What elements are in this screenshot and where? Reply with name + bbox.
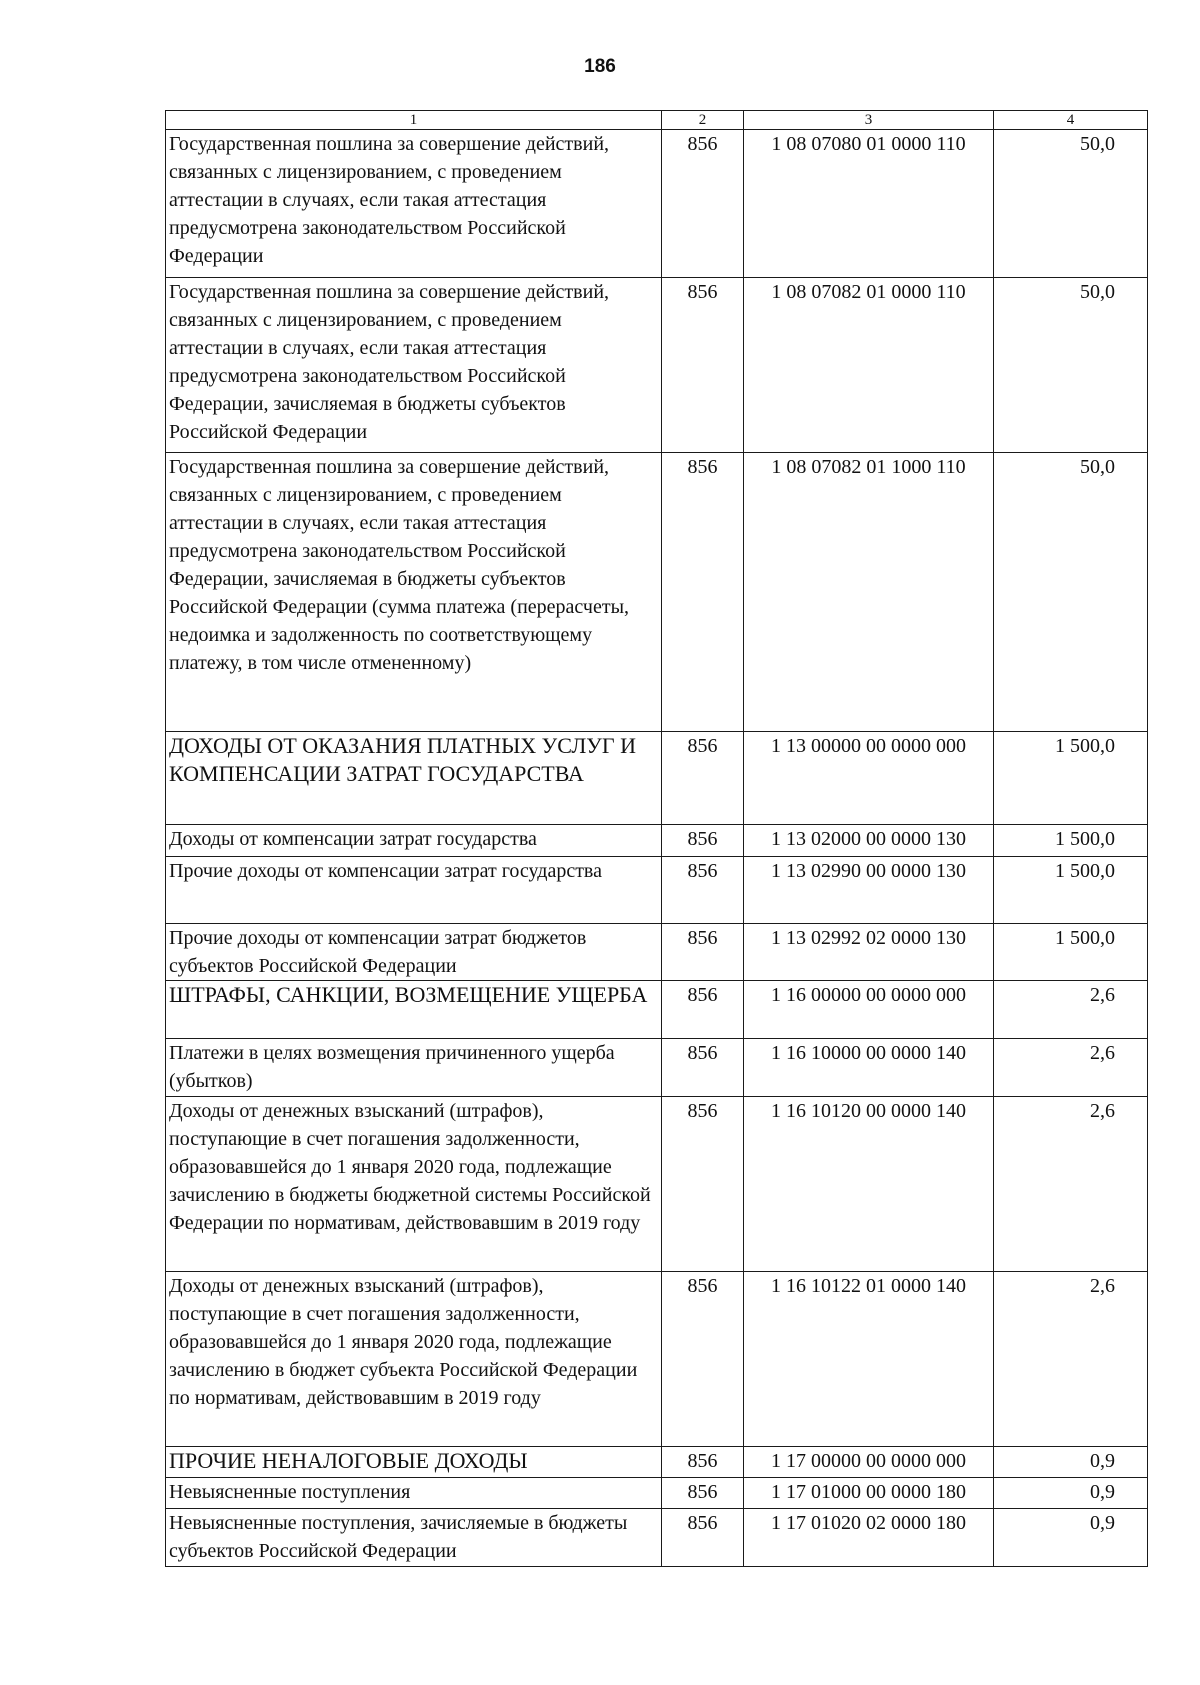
budget-classification-code-cell: 1 08 07080 01 0000 110	[744, 130, 994, 278]
budget-classification-code-cell: 1 16 10000 00 0000 140	[744, 1039, 994, 1097]
budget-classification-code-cell: 1 17 01020 02 0000 180	[744, 1509, 994, 1567]
admin-code-cell: 856	[662, 130, 744, 278]
table-row	[166, 1272, 1148, 1447]
table-row	[166, 278, 1148, 453]
admin-code-cell: 856	[662, 732, 744, 825]
admin-code-cell: 856	[662, 1097, 744, 1272]
amount-cell: 2,6	[994, 1272, 1148, 1447]
admin-code-cell: 856	[662, 1039, 744, 1097]
budget-classification-code-cell: 1 17 01000 00 0000 180	[744, 1478, 994, 1509]
revenue-table	[165, 110, 1148, 1567]
table-row	[166, 1039, 1148, 1097]
amount-cell: 0,9	[994, 1509, 1148, 1567]
admin-code-cell: 856	[662, 1478, 744, 1509]
amount-cell: 0,9	[994, 1447, 1148, 1478]
column-number-row	[166, 111, 1148, 130]
admin-code-cell: 856	[662, 981, 744, 1039]
income-name-cell: Прочие доходы от компенсации затрат бюджетов субъектов Российской Федерации	[166, 924, 662, 981]
table-row	[166, 1097, 1148, 1272]
budget-classification-code-cell: 1 16 10120 00 0000 140	[744, 1097, 994, 1272]
budget-classification-code-cell: 1 08 07082 01 0000 110	[744, 278, 994, 453]
amount-cell: 2,6	[994, 981, 1148, 1039]
table-row	[166, 130, 1148, 278]
table-row	[166, 1509, 1148, 1567]
income-name-cell: Государственная пошлина за совершение действий, связанных с лицензированием, с проведением аттестации в случаях, если такая аттестация предусмотрена законодательством Российской Федерации, зачисляемая в бюджеты субъектов Российской Федерации	[166, 278, 662, 453]
budget-classification-code-cell: 1 13 00000 00 0000 000	[744, 732, 994, 825]
income-name-cell: Платежи в целях возмещения причиненного ущерба (убытков)	[166, 1039, 662, 1097]
column-header-2: 2	[662, 111, 744, 130]
table-row	[166, 857, 1148, 924]
budget-classification-code-cell: 1 16 00000 00 0000 000	[744, 981, 994, 1039]
amount-cell: 1 500,0	[994, 924, 1148, 981]
admin-code-cell: 856	[662, 1509, 744, 1567]
amount-cell: 50,0	[994, 130, 1148, 278]
column-header-4: 4	[994, 111, 1148, 130]
admin-code-cell: 856	[662, 825, 744, 857]
budget-classification-code-cell: 1 17 00000 00 0000 000	[744, 1447, 994, 1478]
table-row	[166, 732, 1148, 825]
budget-classification-code-cell: 1 16 10122 01 0000 140	[744, 1272, 994, 1447]
income-name-cell: Доходы от компенсации затрат государства	[166, 825, 662, 857]
income-name-cell: Государственная пошлина за совершение действий, связанных с лицензированием, с проведением аттестации в случаях, если такая аттестация предусмотрена законодательством Российской Федерации	[166, 130, 662, 278]
amount-cell: 1 500,0	[994, 732, 1148, 825]
admin-code-cell: 856	[662, 1272, 744, 1447]
amount-cell: 2,6	[994, 1097, 1148, 1272]
table-row	[166, 825, 1148, 857]
amount-cell: 50,0	[994, 453, 1148, 732]
admin-code-cell: 856	[662, 453, 744, 732]
budget-classification-code-cell: 1 08 07082 01 1000 110	[744, 453, 994, 732]
income-name-cell: Невыясненные поступления, зачисляемые в бюджеты субъектов Российской Федерации	[166, 1509, 662, 1567]
income-name-cell: ПРОЧИЕ НЕНАЛОГОВЫЕ ДОХОДЫ	[166, 1447, 662, 1478]
table-row	[166, 1478, 1148, 1509]
income-name-cell: Невыясненные поступления	[166, 1478, 662, 1509]
admin-code-cell: 856	[662, 924, 744, 981]
admin-code-cell: 856	[662, 1447, 744, 1478]
amount-cell: 1 500,0	[994, 857, 1148, 924]
amount-cell: 2,6	[994, 1039, 1148, 1097]
table-row	[166, 453, 1148, 732]
column-header-3: 3	[744, 111, 994, 130]
table-row	[166, 981, 1148, 1039]
budget-classification-code-cell: 1 13 02990 00 0000 130	[744, 857, 994, 924]
table-row	[166, 1447, 1148, 1478]
income-name-cell: Прочие доходы от компенсации затрат государства	[166, 857, 662, 924]
table-row	[166, 924, 1148, 981]
income-name-cell: ДОХОДЫ ОТ ОКАЗАНИЯ ПЛАТНЫХ УСЛУГ И КОМПЕНСАЦИИ ЗАТРАТ ГОСУДАРСТВА	[166, 732, 662, 825]
amount-cell: 0,9	[994, 1478, 1148, 1509]
income-name-cell: Доходы от денежных взысканий (штрафов), поступающие в счет погашения задолженности, образовавшейся до 1 января 2020 года, подлежащие зачислению в бюджет субъекта Российской Федерации по нормативам, действовавшим в 2019 году	[166, 1272, 662, 1447]
income-name-cell: Государственная пошлина за совершение действий, связанных с лицензированием, с проведением аттестации в случаях, если такая аттестация предусмотрена законодательством Российской Федерации, зачисляемая в бюджеты субъектов Российской Федерации (сумма платежа (перерасчеты, недоимка и задолженность по соответствующему платежу, в том числе отмененному)	[166, 453, 662, 732]
page-number: 186	[584, 56, 616, 77]
income-name-cell: Доходы от денежных взысканий (штрафов), поступающие в счет погашения задолженности, образовавшейся до 1 января 2020 года, подлежащие зачислению в бюджеты бюджетной системы Российской Федерации по нормативам, действовавшим в 2019 году	[166, 1097, 662, 1272]
amount-cell: 1 500,0	[994, 825, 1148, 857]
income-name-cell: ШТРАФЫ, САНКЦИИ, ВОЗМЕЩЕНИЕ УЩЕРБА	[166, 981, 662, 1039]
budget-classification-code-cell: 1 13 02992 02 0000 130	[744, 924, 994, 981]
column-header-1: 1	[166, 111, 662, 130]
budget-classification-code-cell: 1 13 02000 00 0000 130	[744, 825, 994, 857]
amount-cell: 50,0	[994, 278, 1148, 453]
admin-code-cell: 856	[662, 278, 744, 453]
admin-code-cell: 856	[662, 857, 744, 924]
